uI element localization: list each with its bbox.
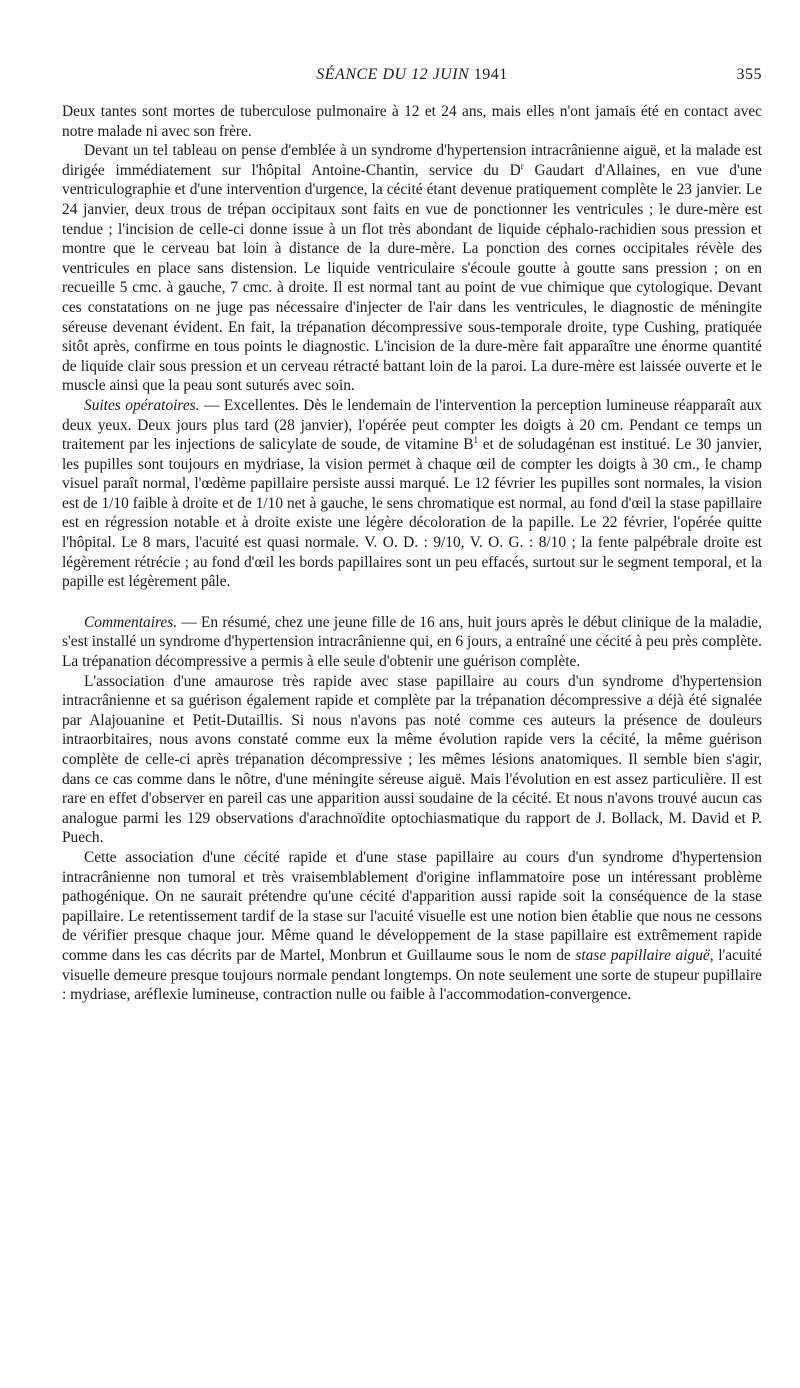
- postoperative-text-end: et de soludagénan est institué. Le 30 janvier, les pupilles sont toujours en mydriase, la vision permet à chaque œil de compter les doigts à 30 cm., le champ visuel paraît normal, l'œdème papillaire persiste aussi marqué. Le 12 février les pupilles sont normales, la vision est de 1/10 faible à droite et de 1/10 net à gauche, le sens chromatique est normal, au fond d'œil la stase papillaire est en régression notable et à droite existe une légère décoloration de la papille. Le 22 février, l'opérée quitte l'hôpital. Le 8 mars, l'acuité est quasi normale. V. O. D. : 9/10, V. O. G. : 8/10 ; la fente palpébrale droite est légèrement rétrécie ; au fond d'œil les bords papillaires sont un peu effacés, surtout sur le segment temporal, et la papille est légèrement pâle.: [62, 436, 762, 591]
- paragraph-intervention: [62, 141, 762, 396]
- paragraph-postoperative: [62, 396, 762, 592]
- postoperative-label: Suites opératoires.: [84, 396, 200, 414]
- doctor-superscript: r: [520, 160, 524, 171]
- session-label: SÉANCE DU: [316, 66, 407, 83]
- paragraph-pathogenesis: [62, 848, 762, 1005]
- session-date: 12 JUIN: [411, 66, 470, 83]
- pathogenesis-text-start: Cette association d'une cécité rapide et d'une stase papillaire au cours d'un syndrome d'hypertension intracrânienne non tumoral et très vraisemblablement d'origine inflammatoire pose un intéressant problème pathogénique. On ne saurait prétendre qu'une cécité d'apparition aussi rapide soit la conséquence de la stase papillaire. Le retentissement tardif de la stase sur l'acuité visuelle est une notion bien établie que nous ne cessons de vérifier presque chaque jour. Même quand le développement de la stase papillaire est extrêmement rapide comme dans les cas décrits par de Martel, Monbrun et Guillaume sous le nom de: [62, 848, 762, 964]
- intervention-text-end: Gaudart d'Allaines, en vue d'une ventriculographie et d'une intervention d'urgence, la cécité étant devenue pratiquement complète le 23 janvier. Le 24 janvier, deux trous de trépan occipitaux sont faits en vue de ponctionner les ventricules ; le dure-mère est tendue ; l'incision de celle-ci donne issue à un flot très abondant de liquide céphalo-rachidien sous pression et montre que le cerveau bat loin à distance de la dure-mère. La ponction des cornes occipitales révèle des ventricules en place sans distension. Le liquide ventriculaire s'écoule goutte à goutte sans pression ; on en recueille 5 cmc. à gauche, 7 cmc. à droite. Il est normal tant au point de vue chimique que cytologique. Devant ces constatations on ne juge pas nécessaire d'injecter de l'air dans les ventricules, le diagnostic de méningite séreuse devenant évident. En fait, la trépanation décompressive sous-temporale droite, type Cushing, pratiquée sitôt après, confirme en tous points le diagnostic. L'incision de la dure-mère fait apparaître une énorme quantité de liquide clair sous pression et un cerveau rétracté battant loin de la paroi. La dure-mère est laissée ouverte et le muscle ainsi que la peau sont suturés avec soin.: [62, 161, 762, 395]
- vitamin-superscript: 1: [473, 434, 479, 445]
- intervention-text-start: Devant un tel tableau on pense d'emblée à un syndrome d'hypertension intracrânienne aiguë, et la malade est dirigée immédiatement sur l'hôpital Antoine-Chantin, service du D: [62, 142, 762, 179]
- pathogenesis-emphasis: stase papillaire aiguë: [575, 946, 710, 964]
- paragraph-comments: [62, 613, 762, 672]
- running-header: [62, 66, 762, 90]
- page-number: 355: [736, 66, 762, 83]
- comments-label: Commentaires.: [84, 613, 178, 631]
- pathogenesis-text-end: , l'acuité visuelle demeure presque toujours normale pendant longtemps. On note seulement une sorte de stupeur pupillaire : mydriase, aréflexie lumineuse, contraction nulle ou faible à l'accommodation-convergence.: [62, 946, 762, 1004]
- paragraph-family-history: Deux tantes sont mortes de tuberculose pulmonaire à 12 et 24 ans, mais elles n'ont jamais été en contact avec notre malade ni avec son frère.: [62, 103, 762, 140]
- postoperative-text-start: — Excellentes. Dès le lendemain de l'intervention la perception lumineuse réapparaît aux deux yeux. Deux jours plus tard (28 janvier), l'opérée peut compter les doigts à 20 cm. Pendant ce temps un traitement par les injections de salicylate de soude, de vitamine B: [62, 396, 762, 454]
- header-title: [62, 66, 762, 84]
- body-text: [62, 102, 762, 1005]
- paragraph-association: L'association d'une amaurose très rapide avec stase papillaire au cours d'un syndrome d'hypertension intracrânienne et sa guérison également rapide et complète par la trépanation décompressive a déjà été signalée par Alajouanine et Petit-Dutaillis. Si nous n'avons pas noté comme ces auteurs la présence de douleurs intraorbitaires, nous avons constaté comme eux la même évolution rapide vers la cécité, la même guérison complète de celle-ci après trépanation décompressive ; les mêmes lésions anatomiques. Il semble bien s'agir, dans ce cas comme dans le nôtre, d'une méningite séreuse aiguë. Mais l'évolution en est assez particulière. Il est rare en effet d'observer en pareil cas une apparition aussi soudaine de la cécité. Et nous n'avons trouvé aucun cas analogue parmi les 129 observations d'arachnoïdite optochiasmatique du rapport de J. Bollack, M. David et P. Puech.: [62, 672, 762, 847]
- session-year: 1941: [473, 66, 508, 83]
- comments-text: — En résumé, chez une jeune fille de 16 ans, huit jours après le début clinique de la maladie, s'est installé un syndrome d'hypertension intracrânienne qui, en 6 jours, a entraîné une cécité à peu près complète. La trépanation décompressive a permis à elle seule d'obtenir une guérison complète.: [62, 613, 762, 671]
